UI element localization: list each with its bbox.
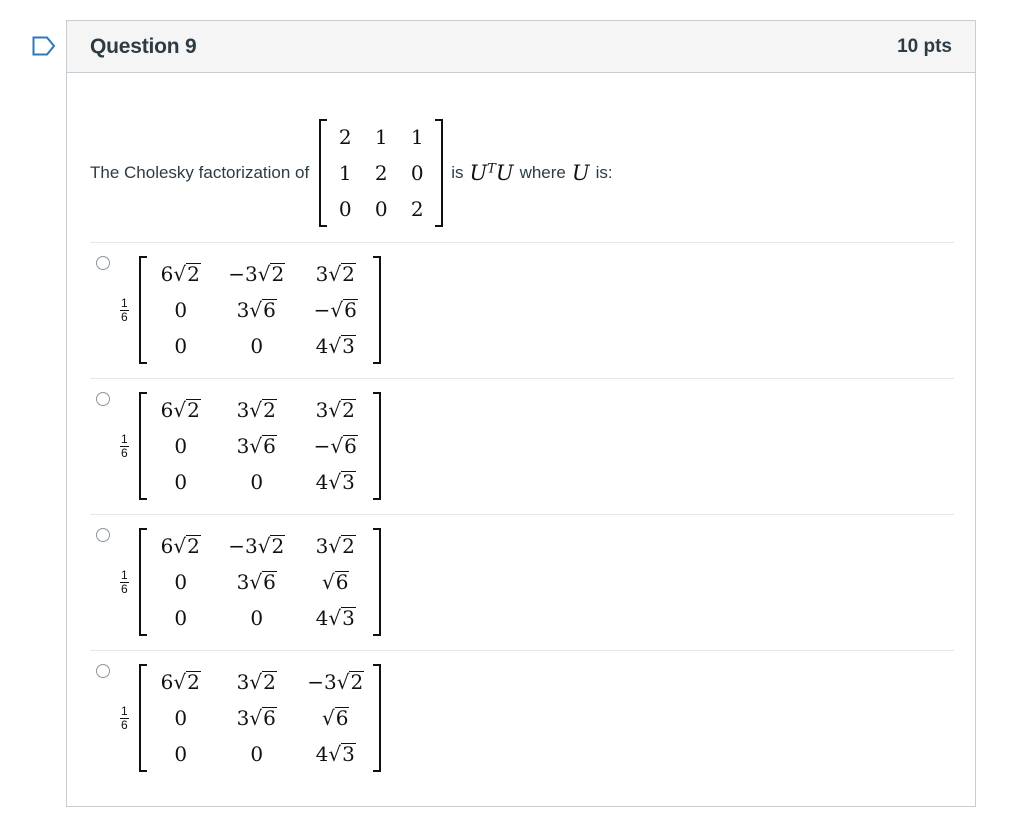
question-prompt xyxy=(90,119,613,227)
matrix-cell: 4√3 xyxy=(315,606,355,630)
answer-radio[interactable] xyxy=(96,392,110,406)
matrix-cell: 4√3 xyxy=(315,334,355,358)
answer-matrix xyxy=(139,664,381,772)
matrix-cell: 0 xyxy=(174,570,188,594)
matrix-cell: 0 xyxy=(250,470,264,494)
matrix-cell: −√6 xyxy=(313,434,357,458)
matrix-cell: 2 xyxy=(338,125,352,149)
scale-fraction: $\frac{1}{6}$ xyxy=(121,703,128,732)
prompt-is: is xyxy=(451,163,464,182)
prompt-u: U xyxy=(571,161,590,185)
matrix-cell: 6√2 xyxy=(160,398,200,422)
answer-option[interactable] xyxy=(90,242,954,378)
matrix-cell: 0 xyxy=(174,606,188,630)
matrix-cell: 0 xyxy=(410,161,424,185)
matrix-cell: 4√3 xyxy=(315,742,355,766)
answer-list xyxy=(90,242,954,786)
matrix-cell: 3√2 xyxy=(236,670,276,694)
answer-matrix-expression xyxy=(120,392,381,500)
scale-fraction: $\frac{1}{6}$ xyxy=(121,567,128,596)
matrix-cell: 0 xyxy=(174,334,188,358)
prompt-matrix xyxy=(319,119,443,227)
matrix-cell: −√6 xyxy=(313,298,357,322)
prompt-suffix: is: xyxy=(595,163,613,182)
scale-fraction: $\frac{1}{6}$ xyxy=(121,295,128,324)
answer-matrix-expression xyxy=(120,528,381,636)
answer-matrix-expression xyxy=(120,664,381,772)
matrix-cell: 3√6 xyxy=(236,298,276,322)
answer-radio[interactable] xyxy=(96,664,110,678)
matrix-cell: 1 xyxy=(338,161,352,185)
matrix-cell: 3√6 xyxy=(236,706,276,730)
matrix-cell: 0 xyxy=(338,197,352,221)
answer-option[interactable] xyxy=(90,514,954,650)
matrix-cell: 2 xyxy=(410,197,424,221)
question-card xyxy=(66,20,976,807)
matrix-cell: 3√2 xyxy=(315,262,355,286)
matrix-cell: 4√3 xyxy=(315,470,355,494)
prompt-expression: $U^TU$ xyxy=(469,161,514,185)
scale-fraction: $\frac{1}{6}$ xyxy=(121,431,128,460)
answer-radio[interactable] xyxy=(96,528,110,542)
matrix-cell: √6 xyxy=(321,570,349,594)
matrix-cell: √6 xyxy=(321,706,349,730)
matrix-cell: 0 xyxy=(174,706,188,730)
matrix-cell: 2 xyxy=(374,161,388,185)
prompt-prefix: The Cholesky factorization of xyxy=(90,163,310,182)
matrix-cell: 0 xyxy=(174,298,188,322)
question-points: 10 pts xyxy=(897,35,952,57)
matrix-cell: −3√2 xyxy=(228,262,285,286)
answer-matrix xyxy=(139,528,381,636)
matrix-cell: 0 xyxy=(250,742,264,766)
matrix-cell: 6√2 xyxy=(160,262,200,286)
matrix-cell: 0 xyxy=(174,434,188,458)
prompt-where: where xyxy=(519,163,566,182)
matrix-cell: 1 xyxy=(374,125,388,149)
matrix-cell: 0 xyxy=(250,606,264,630)
question-header xyxy=(67,21,975,73)
matrix-cell: 0 xyxy=(250,334,264,358)
matrix-cell: −3√2 xyxy=(307,670,364,694)
matrix-cell: 3√2 xyxy=(315,398,355,422)
matrix-cell: 6√2 xyxy=(160,534,200,558)
matrix-cell: −3√2 xyxy=(228,534,285,558)
matrix-cell: 3√6 xyxy=(236,570,276,594)
matrix-cell: 0 xyxy=(174,742,188,766)
matrix-cell: 6√2 xyxy=(160,670,200,694)
matrix-cell: 3√2 xyxy=(315,534,355,558)
answer-option[interactable] xyxy=(90,650,954,786)
flag-question-icon[interactable] xyxy=(32,36,56,56)
answer-matrix-expression xyxy=(120,256,381,364)
matrix-cell: 0 xyxy=(374,197,388,221)
matrix-cell: 1 xyxy=(410,125,424,149)
matrix-cell: 3√2 xyxy=(236,398,276,422)
question-title: Question 9 xyxy=(90,34,197,58)
matrix-cell: 0 xyxy=(174,470,188,494)
matrix-cell: 3√6 xyxy=(236,434,276,458)
answer-matrix xyxy=(139,392,381,500)
answer-radio[interactable] xyxy=(96,256,110,270)
answer-option[interactable] xyxy=(90,378,954,514)
answer-matrix xyxy=(139,256,381,364)
